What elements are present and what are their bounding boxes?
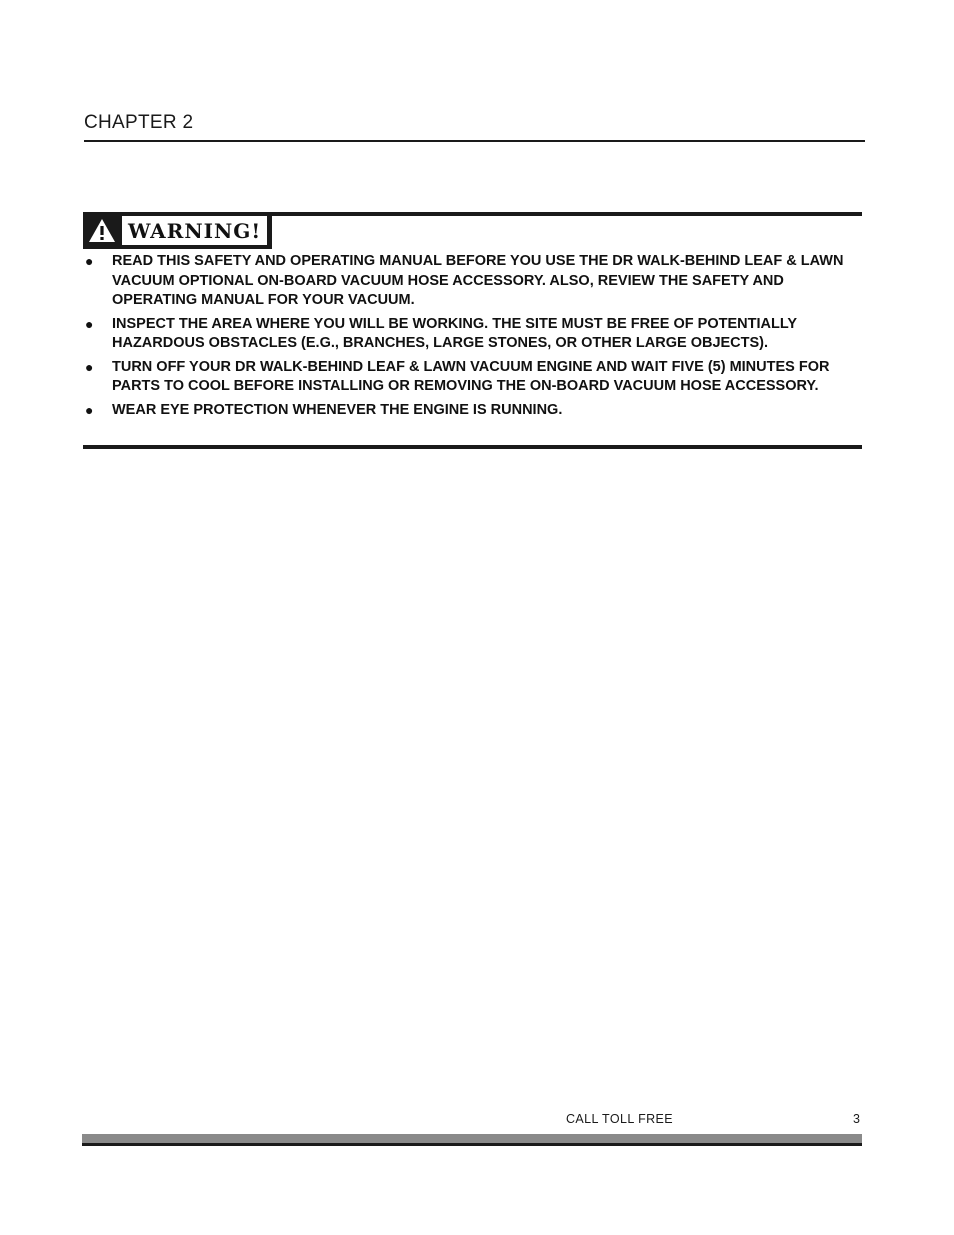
footer-bar xyxy=(82,1134,862,1143)
chapter-title: CHAPTER 2 xyxy=(84,112,194,133)
footer-call-text: CALL TOLL FREE xyxy=(566,1112,674,1126)
bullet-icon: ● xyxy=(85,358,94,375)
warning-item xyxy=(83,401,862,421)
warning-label-panel xyxy=(122,216,267,245)
warning-bottom-rule xyxy=(83,445,862,449)
page-footer xyxy=(82,1110,862,1150)
warning-item xyxy=(83,315,862,354)
warning-label-text: WARNING! xyxy=(128,219,262,243)
page-number: 3 xyxy=(853,1112,860,1126)
warning-list xyxy=(83,252,862,424)
warning-item-text: INSPECT THE AREA WHERE YOU WILL BE WORKING. THE SITE MUST BE FREE OF POTENTIALLY HAZARDOUS OBSTACLES (E.G., BRANCHES, LARGE STONES, OR OTHER LARGE OBJECTS). xyxy=(112,315,797,351)
chapter-header xyxy=(84,112,865,142)
footer-rule xyxy=(82,1143,862,1146)
warning-item-text: READ THIS SAFETY AND OPERATING MANUAL BEFORE YOU USE THE DR WALK-BEHIND LEAF & LAWN VACUUM OPTIONAL ON-BOARD VACUUM HOSE ACCESSORY. ALSO, REVIEW THE SAFETY AND OPERATING MANUAL FOR YOUR VACUUM. xyxy=(112,253,844,308)
warning-item-text: TURN OFF YOUR DR WALK-BEHIND LEAF & LAWN VACUUM ENGINE AND WAIT FIVE (5) MINUTES FOR PARTS TO COOL BEFORE INSTALLING OR REMOVING THE ON-BOARD VACUUM HOSE ACCESSORY. xyxy=(112,358,830,394)
warning-label xyxy=(83,212,272,249)
warning-item xyxy=(83,358,862,397)
bullet-icon: ● xyxy=(85,253,94,269)
bullet-icon: ● xyxy=(85,315,94,332)
warning-item xyxy=(83,252,862,311)
bullet-icon: ● xyxy=(85,401,94,418)
warning-triangle-icon xyxy=(88,218,116,243)
warning-box xyxy=(83,212,862,449)
warning-item-text: WEAR EYE PROTECTION WHENEVER THE ENGINE IS RUNNING. xyxy=(112,401,563,418)
